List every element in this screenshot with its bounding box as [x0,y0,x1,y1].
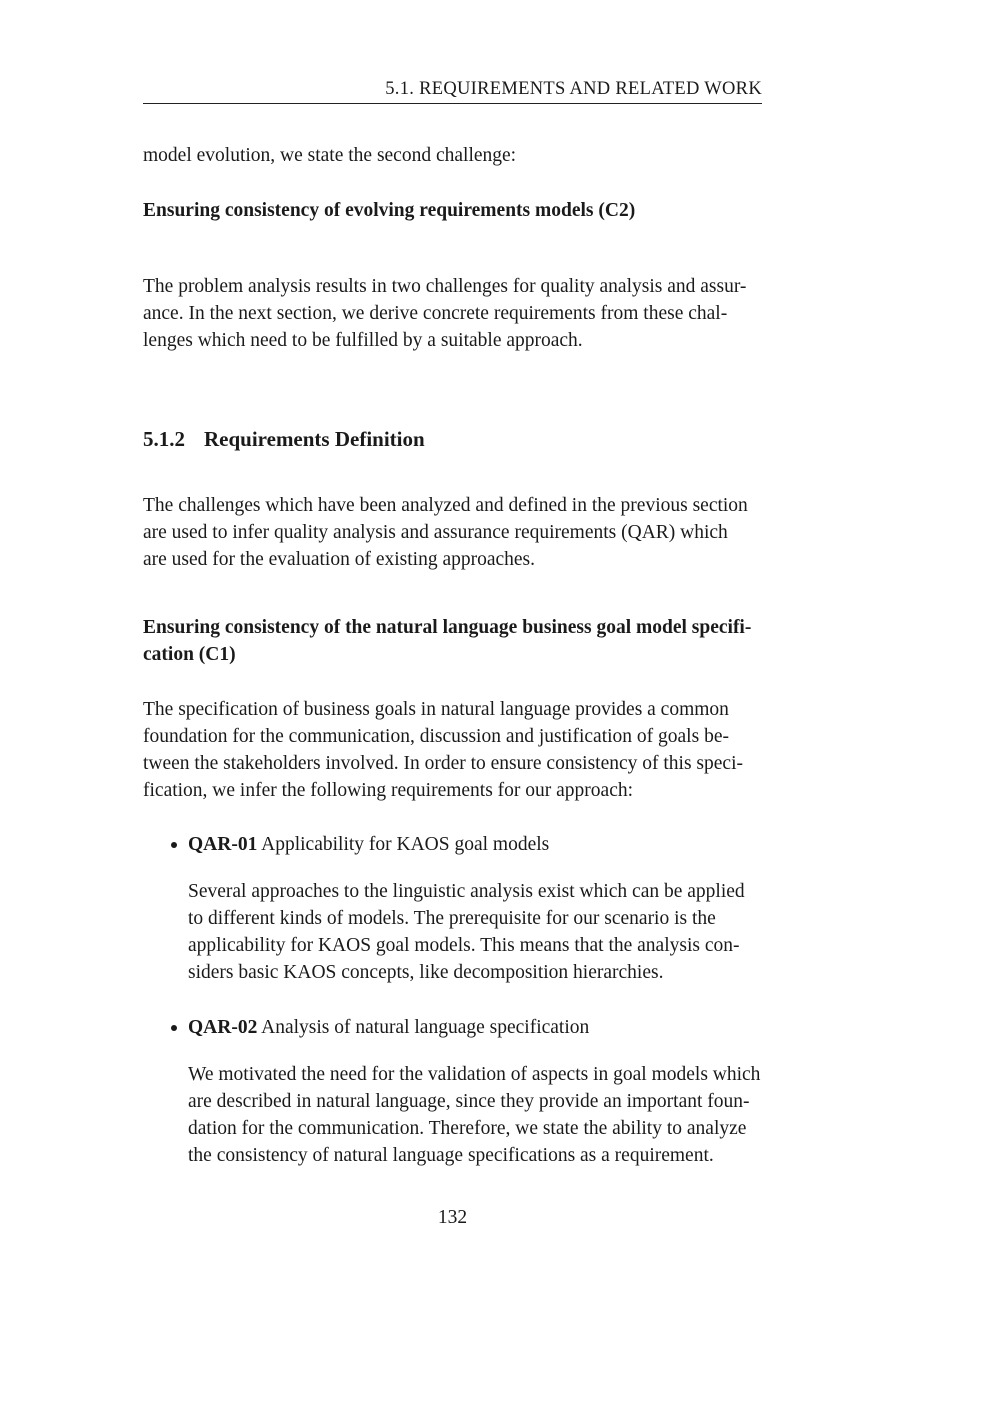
section-line-2: are used to infer quality analysis and assurance requirements (QAR) which [143,522,728,543]
page-number: 132 [437,1207,468,1228]
requirement-desc-line: siders basic KAOS concepts, like decomposition hierarchies. [188,962,664,983]
challenge-c1-title-line-1: Ensuring consistency of the natural language business goal model specifi- [143,617,752,638]
requirement-title: Applicability for KAOS goal models [257,834,550,855]
requirement-desc-line: the consistency of natural language specifications as a requirement. [188,1145,714,1166]
challenge-c1-title-line-2: cation (C1) [143,644,236,665]
section-title: Requirements Definition [204,427,425,451]
summary-line-2: ance. In the next section, we derive concrete requirements from these chal- [143,303,728,324]
requirement-title: Analysis of natural language specification [257,1017,590,1038]
c1-line-2: foundation for the communication, discussion and justification of goals be- [143,726,729,747]
header-rule [143,103,762,104]
challenge-c2-title: Ensuring consistency of evolving requirements models (C2) [143,200,636,221]
summary-line-3: lenges which need to be fulfilled by a suitable approach. [143,330,583,351]
section-number: 5.1.2 [143,427,185,451]
section-line-3: are used for the evaluation of existing approaches. [143,549,536,570]
requirement-heading [188,831,549,858]
intro-line: model evolution, we state the second challenge: [143,145,517,166]
requirement-desc-line: dation for the communication. Therefore, we state the ability to analyze [188,1118,747,1139]
requirement-id: QAR-01 [188,834,258,855]
running-header: 5.1. REQUIREMENTS AND RELATED WORK [385,79,762,99]
bullet-icon [171,842,177,848]
c1-line-1: The specification of business goals in natural language provides a common [143,699,729,720]
requirement-desc-line: to different kinds of models. The prerequisite for our scenario is the [188,908,716,929]
requirement-desc-line: Several approaches to the linguistic analysis exist which can be applied [188,881,745,902]
requirement-desc-line: are described in natural language, since they provide an important foun- [188,1091,750,1112]
requirement-desc-line: We motivated the need for the validation of aspects in goal models which [188,1064,761,1085]
bullet-icon [171,1025,177,1031]
requirement-desc-line: applicability for KAOS goal models. This means that the analysis con- [188,935,740,956]
c1-line-4: fication, we infer the following requirements for our approach: [143,780,634,801]
c1-line-3: tween the stakeholders involved. In order to ensure consistency of this speci- [143,753,743,774]
requirement-heading [188,1014,589,1041]
summary-line-1: The problem analysis results in two challenges for quality analysis and assur- [143,276,747,297]
section-line-1: The challenges which have been analyzed and defined in the previous section [143,495,748,516]
requirement-id: QAR-02 [188,1017,258,1038]
